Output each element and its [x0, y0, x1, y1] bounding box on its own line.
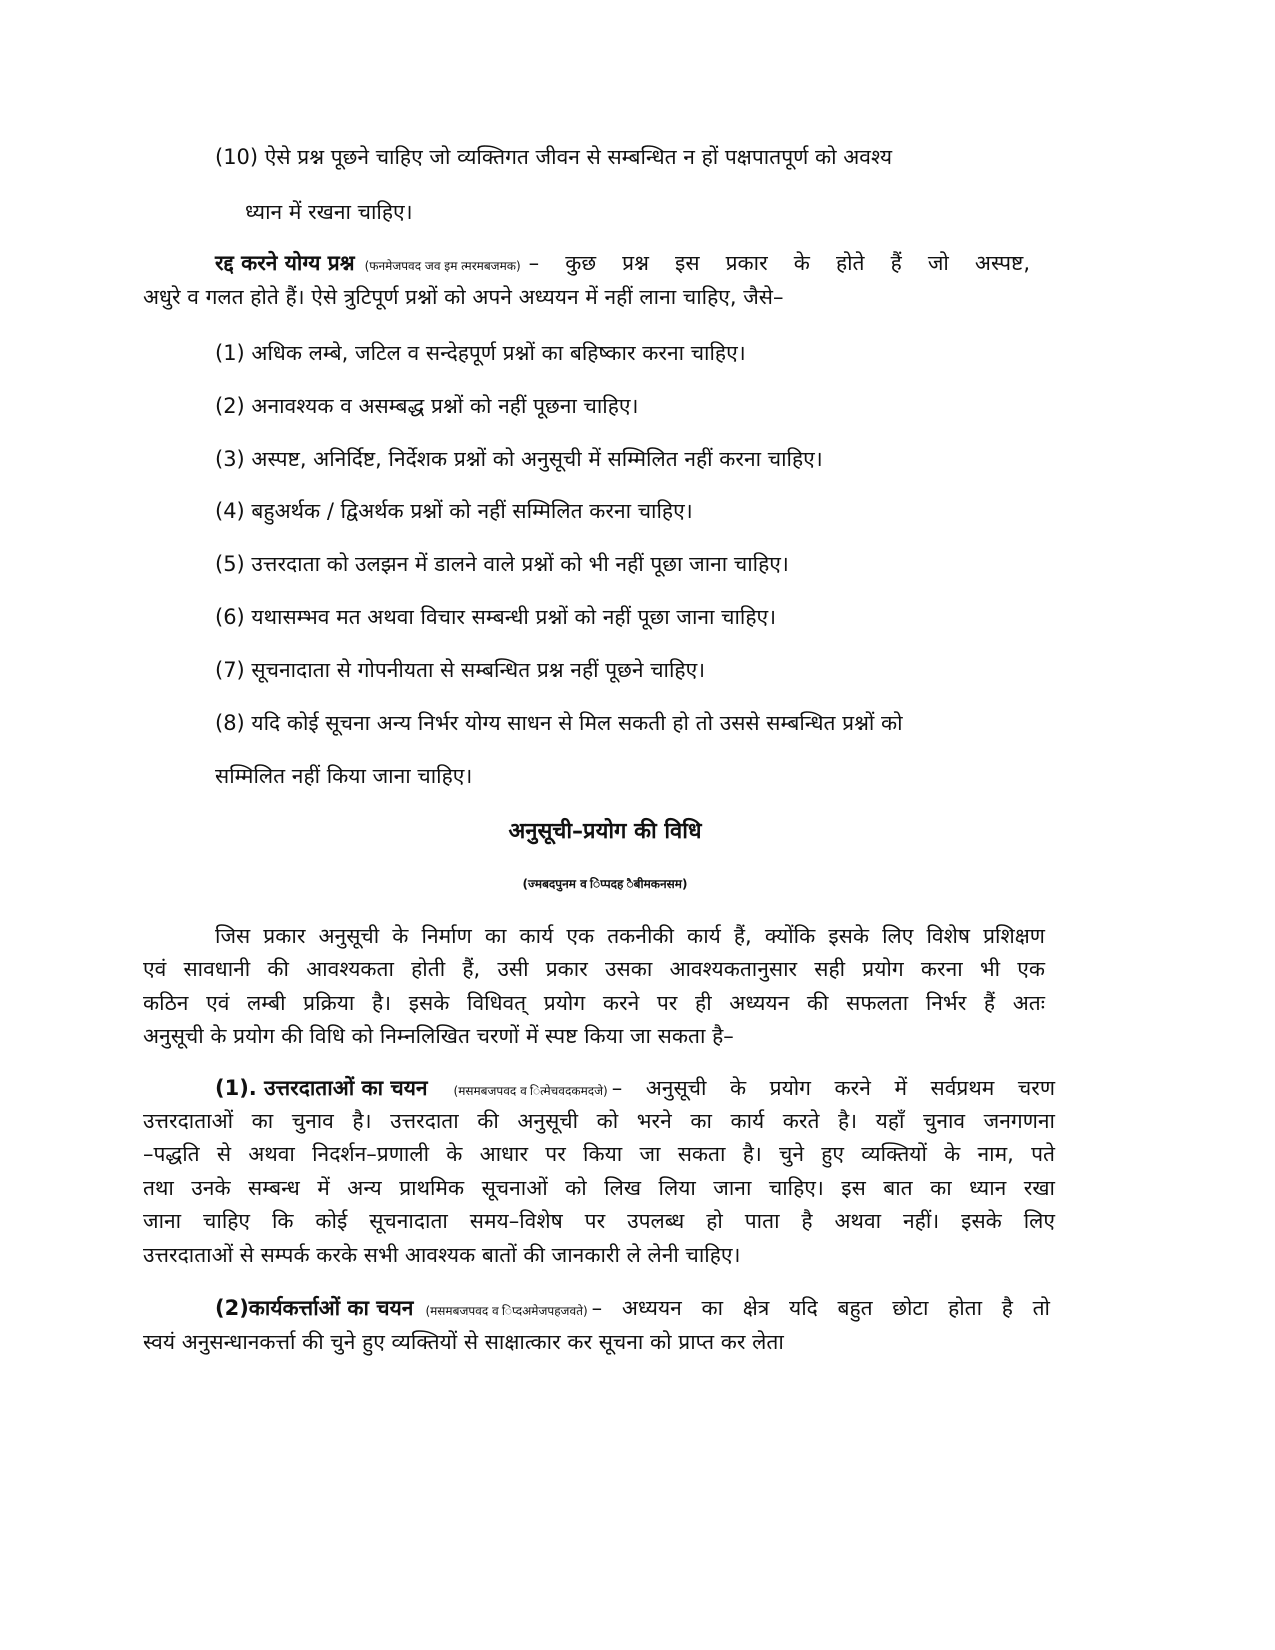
list-item: (7) सूचनादाता से गोपनीयता से सम्बन्धित प्रश्न नहीं पूछने चाहिए। [215, 658, 706, 682]
intro-paragraph-line: जिस प्रकार अनुसूची के निर्माण का कार्य एक तकनीकी कार्य हैं, क्योंकि इसके लिए विशेष प्रशिक्षण [215, 924, 1045, 948]
rejectable-questions-paragraph-line-2: अधुरे व गलत होते हैं। ऐसे त्रुटिपूर्ण प्रश्नों को अपने अध्ययन में नहीं लाना चाहिए, जैसे– [143, 285, 784, 309]
rejectable-questions-text: – कुछ प्रश्न इस प्रकार के होते हैं जो अस्पष्ट, [528, 251, 1030, 275]
intro-paragraph-line: एवं सावधानी की आवश्यकता होती हैं, उसी प्रकार उसका आवश्यकतानुसार सही प्रयोग करना भी एक [143, 957, 1045, 981]
rejectable-questions-paragraph-line-1 [215, 249, 1030, 280]
step-1-garbled-term: (मसमबजपवद व ित्मेचवदकमदजे) [453, 1084, 608, 1098]
item-8-line-1: (8) यदि कोई सूचना अन्य निर्भर योग्य साधन से मिल सकती हो तो उससे सम्बन्धित प्रश्नों को [215, 711, 903, 735]
step-2-heading: (2)कार्यकर्त्ताओं का चयन [215, 1296, 414, 1320]
step-2-garbled-term: (मसमबजपवद व िप्दअमेजपहजवते) [425, 1304, 588, 1318]
item-10-line-1: (10) ऐसे प्रश्न पूछने चाहिए जो व्यक्तिगत जीवन से सम्बन्धित न हों पक्षपातपूर्ण को अवश्य [215, 145, 893, 169]
rejectable-questions-garbled-term: (फनमेजपवद जव इम त्मरमबजमक) [364, 259, 521, 273]
item-10-line-2: ध्यान में रखना चाहिए। [245, 200, 413, 224]
step-2-paragraph-line: स्वयं अनुसन्धानकर्त्ता की चुने हुए व्यक्तियों से साक्षात्कार कर सूचना को प्राप्त कर लेता [143, 1330, 784, 1354]
step-1-paragraph-line: उत्तरदाताओं से सम्पर्क करके सभी आवश्यक बातों की जानकारी ले लेनी चाहिए। [143, 1243, 741, 1267]
step-2-text: – अध्ययन का क्षेत्र यदि बहुत छोटा होता है तो [591, 1296, 1050, 1320]
step-1-line-1 [215, 1074, 1055, 1105]
list-item: (1) अधिक लम्बे, जटिल व सन्देहपूर्ण प्रश्नों का बहिष्कार करना चाहिए। [215, 341, 746, 365]
list-item: (3) अस्पष्ट, अनिर्दिष्ट, निर्देशक प्रश्नों को अनुसूची में सम्मिलित नहीं करना चाहिए। [215, 447, 823, 471]
section-subtitle: (ज्मबदपुनम व िंप्पदह ैबीमकनसम) [522, 877, 688, 891]
intro-paragraph-line: कठिन एवं लम्बी प्रक्रिया है। इसके विधिवत् प्रयोग करने पर ही अध्ययन की सफलता निर्भर हैं अतः [143, 991, 1045, 1015]
list-item: (4) बहुअर्थक / द्विअर्थक प्रश्नों को नहीं सम्मिलित करना चाहिए। [215, 499, 693, 523]
step-1-paragraph-line: तथा उनके सम्बन्ध में अन्य प्राथमिक सूचनाओं को लिख लिया जाना चाहिए। इस बात का ध्यान रखा [143, 1176, 1055, 1200]
step-1-paragraph-line: जाना चाहिए कि कोई सूचनादाता समय–विशेष पर उपलब्ध हो पाता है अथवा नहीं। इसके लिए [143, 1209, 1055, 1233]
intro-paragraph-line: अनुसूची के प्रयोग की विधि को निम्नलिखित चरणों में स्पष्ट किया जा सकता है– [143, 1024, 734, 1048]
list-item: (5) उत्तरदाता को उलझन में डालने वाले प्रश्नों को भी नहीं पूछा जाना चाहिए। [215, 552, 789, 576]
step-1-heading: (1). उत्तरदाताओं का चयन [215, 1076, 428, 1100]
step-2-line-1 [215, 1294, 1050, 1325]
item-8-line-2: सम्मिलित नहीं किया जाना चाहिए। [215, 764, 473, 788]
step-1-text: – अनुसूची के प्रयोग करने में सर्वप्रथम चरण [611, 1076, 1055, 1100]
section-title: अनुसूची–प्रयोग की विधि [508, 819, 702, 844]
step-1-paragraph-line: उत्तरदाताओं का चुनाव है। उत्तरदाता की अनुसूची को भरने का कार्य करते है। यहाँ चुनाव जनगणना [143, 1109, 1055, 1133]
rejectable-questions-heading: रद्द करने योग्य प्रश्न [215, 251, 355, 275]
list-item: (6) यथासम्भव मत अथवा विचार सम्बन्धी प्रश्नों को नहीं पूछा जाना चाहिए। [215, 605, 777, 629]
list-item: (2) अनावश्यक व असम्बद्ध प्रश्नों को नहीं पूछना चाहिए। [215, 394, 639, 418]
step-1-paragraph-line: –पद्धति से अथवा निदर्शन–प्रणाली के आधार पर किया जा सकता है। चुने हुए व्यक्तियों के नाम, पते [143, 1142, 1055, 1166]
